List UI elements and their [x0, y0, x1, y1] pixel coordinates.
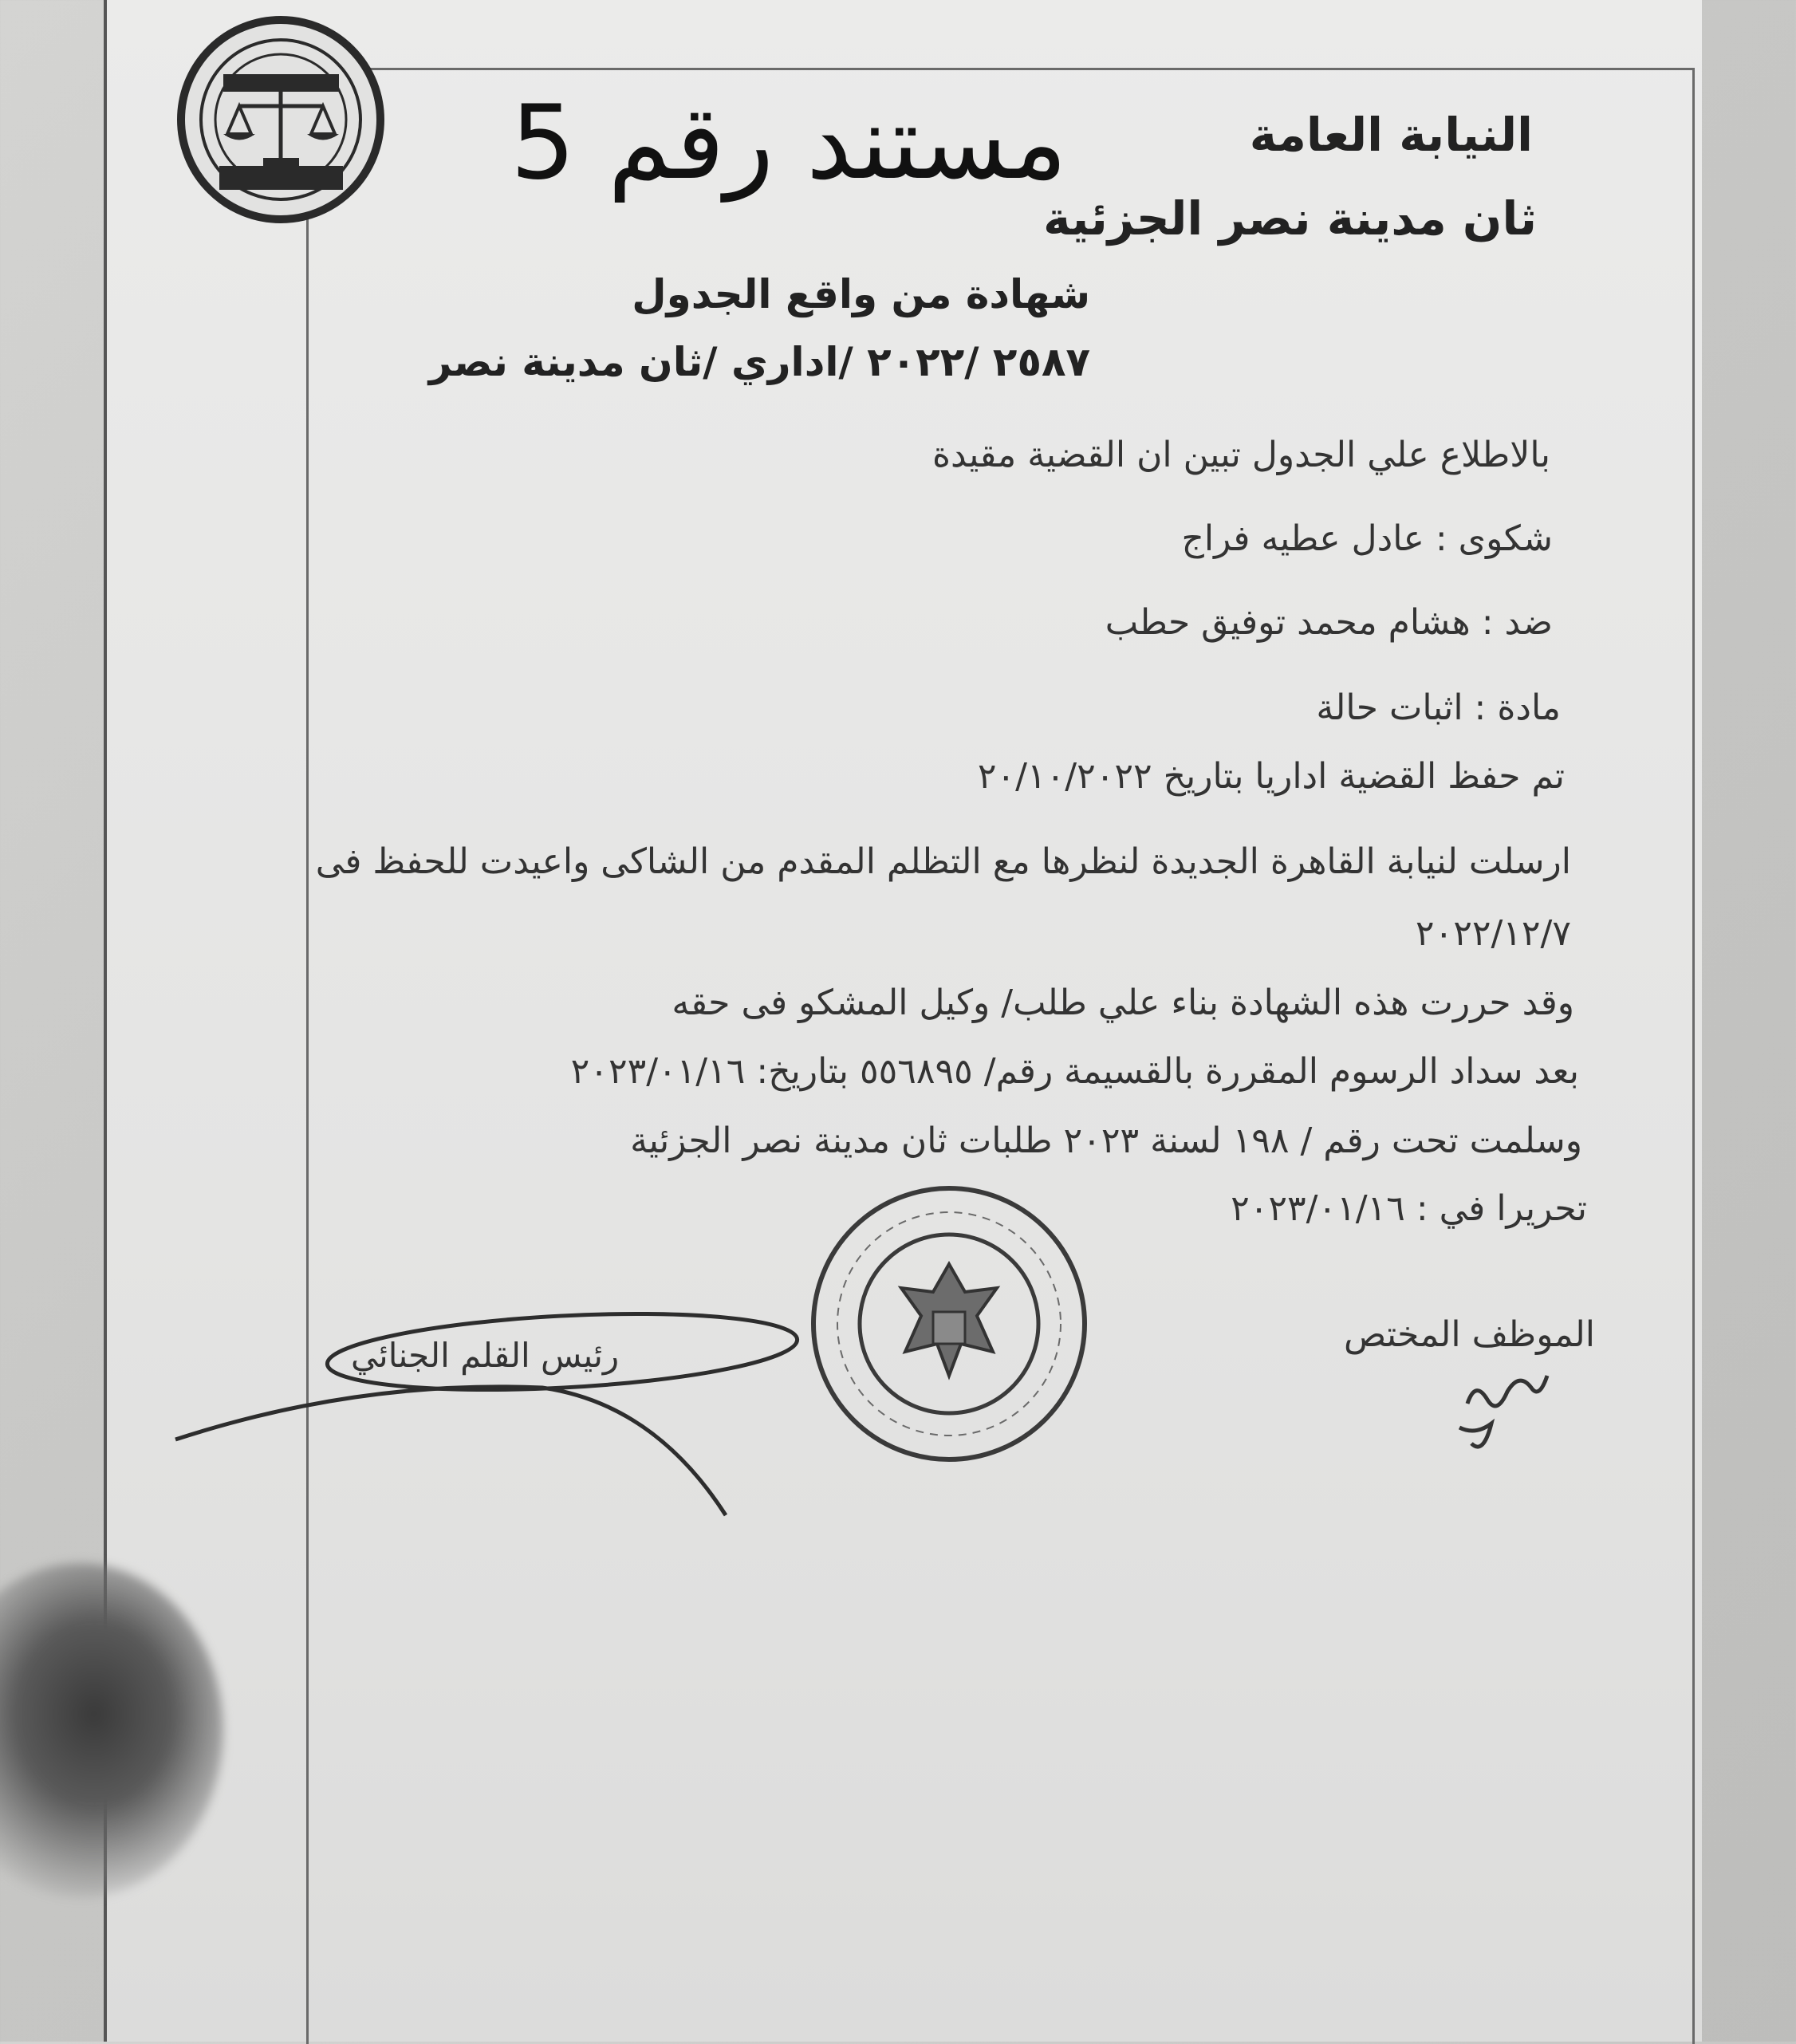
defendant-line: ضد : هشام محمد توفيق حطب	[1105, 602, 1553, 643]
document-number-label: مستند رقم 5	[510, 84, 1068, 203]
fees-line: بعد سداد الرسوم المقررة بالقسيمة رقم/ ٥٥٦٨٩٥ بتاريخ: ٢٠٢٣/٠١/١٦	[570, 1051, 1579, 1092]
official-seal-stamp	[805, 1180, 1093, 1467]
certificate-title: شهادة من واقع الجدول	[632, 271, 1090, 317]
issued-for-line: وقد حررت هذه الشهادة بناء علي طلب/ وكيل المشكو فى حقه	[672, 983, 1574, 1023]
filing-date-line: تم حفظ القضية اداريا بتاريخ ٢٠/١٠/٢٠٢٢	[977, 756, 1565, 797]
office-heading: ثان مدينة نصر الجزئية	[1043, 191, 1537, 246]
authority-heading: النيابة العامة	[1249, 108, 1533, 162]
intro-line: بالاطلاع علي الجدول تبين ان القضية مقيدة	[931, 435, 1550, 475]
case-reference: ٢٥٨٧ /٢٠٢٢ /اداري /ثان مدينة نصر	[428, 339, 1090, 385]
complainant-line: شكوى : عادل عطيه فراج	[1181, 518, 1553, 559]
referral-line-2: ٢٠٢٢/١٢/٧	[1415, 913, 1571, 954]
subject-line: مادة : اثبات حالة	[1316, 687, 1561, 728]
chief-clerk-title: رئيس القلم الجنائي	[351, 1336, 620, 1375]
referral-line-1: ارسلت لنيابة القاهرة الجديدة لنظرها مع التظلم المقدم من الشاكى واعيدت للحفظ فى	[315, 841, 1571, 882]
employee-title: الموظف المختص	[1343, 1314, 1595, 1355]
prosecution-emblem-logo	[175, 14, 387, 226]
delivery-line: وسلمت تحت رقم / ١٩٨ لسنة ٢٠٢٣ طلبات ثان مدينة نصر الجزئية	[630, 1120, 1582, 1161]
issue-date-line: تحريرا في : ٢٠٢٣/٠١/١٦	[1231, 1188, 1587, 1229]
